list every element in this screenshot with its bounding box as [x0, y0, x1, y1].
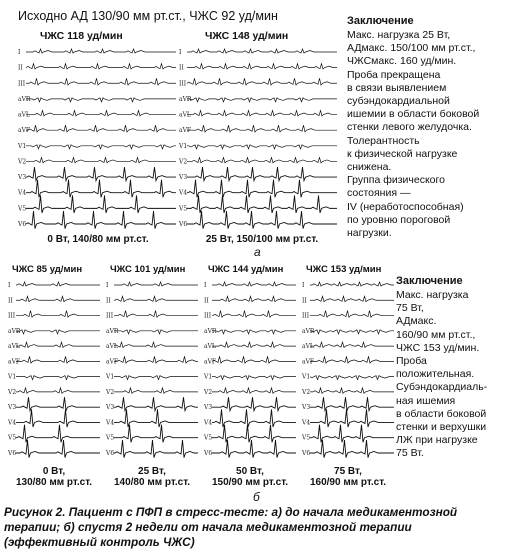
lead-label: aVR	[179, 95, 192, 103]
lead-label: V3	[8, 404, 17, 412]
ecg-trace	[16, 388, 100, 393]
ecg-trace	[114, 342, 198, 347]
panel-b4-label: 75 Вт, 160/90 мм рт.ст.	[309, 466, 387, 488]
lead-label: V1	[18, 142, 27, 150]
lead-label: aVL	[8, 343, 20, 351]
panel-b3-label: 50 Вт, 150/90 мм рт.ст.	[211, 466, 289, 488]
ecg-trace	[212, 342, 296, 347]
lead-label: V5	[204, 434, 213, 442]
lead-label: III	[179, 80, 187, 88]
lead-label: aVF	[204, 358, 217, 366]
panel-a1-label: 0 Вт, 140/80 мм рт.ст.	[47, 234, 149, 245]
ecg-trace	[16, 342, 100, 347]
ecg-trace	[212, 282, 296, 286]
ecg-trace	[310, 342, 394, 347]
lead-label: aVR	[8, 327, 21, 335]
ecg-trace	[212, 376, 296, 380]
ecg-trace	[16, 330, 100, 334]
lead-label: V1	[106, 373, 115, 381]
lead-label: V4	[18, 189, 27, 197]
ecg-trace	[26, 157, 176, 162]
lead-label: V6	[179, 221, 188, 228]
lead-label: V3	[204, 404, 213, 412]
ecg-trace	[212, 356, 296, 363]
lead-label: II	[106, 297, 111, 305]
ecg-a2-svg	[177, 46, 339, 230]
conclusion-line: Макс. нагрузка	[396, 289, 469, 301]
conclusion-line: в области боковой	[396, 407, 487, 420]
panel-b2-hr: ЧЖС 101 уд/мин	[110, 264, 186, 275]
conclusion-line: ишемии в области боковой	[347, 108, 480, 121]
lead-label: V6	[204, 450, 213, 457]
ecg-trace	[212, 311, 296, 318]
ecg-trace	[114, 388, 198, 393]
conclusion-line: 160/90 мм рт.ст.,	[396, 328, 476, 341]
panel-b2-label: 25 Вт, 140/80 мм рт.ст.	[113, 466, 191, 488]
lead-label: V6	[8, 450, 17, 457]
ecg-trace	[212, 440, 296, 458]
ecg-trace	[26, 145, 176, 149]
ecg-trace	[212, 330, 296, 334]
ecg-trace	[16, 440, 100, 458]
ecg-trace	[26, 195, 176, 213]
ecg-trace	[212, 425, 296, 443]
ecg-trace	[16, 296, 100, 301]
conclusion-line: снижена.	[347, 161, 392, 174]
ecg-trace	[114, 282, 198, 286]
ecg-trace	[16, 376, 100, 380]
conclusion-line: IV (неработоспособная)	[347, 200, 464, 213]
ecg-strip-a2	[177, 46, 339, 230]
ecg-strip-b3	[202, 279, 298, 459]
panel-b1-hr: ЧЖС 85 уд/мин	[12, 264, 83, 275]
ecg-trace	[114, 296, 198, 301]
lead-label: aVL	[302, 343, 314, 351]
ecg-trace	[310, 356, 394, 363]
panel-a2-hr: ЧЖС 148 уд/мин	[205, 30, 289, 42]
ecg-trace	[114, 397, 198, 411]
lead-label: aVF	[106, 358, 119, 366]
lead-label: V1	[179, 142, 188, 150]
lead-label: V4	[302, 419, 311, 427]
ecg-trace	[26, 211, 176, 229]
lead-label: II	[18, 64, 23, 72]
ecg-trace	[187, 125, 337, 132]
conclusion-line: субэндокардиальной	[347, 95, 450, 108]
lead-label: II	[302, 297, 307, 305]
lead-label: aVF	[18, 127, 31, 135]
lead-label: I	[8, 282, 11, 289]
part-a-letter: а	[254, 245, 261, 259]
panel-b1-label: 0 Вт, 130/80 мм рт.ст.	[15, 466, 93, 488]
lead-label: V2	[204, 388, 213, 396]
panel-a1-hr: ЧЖС 118 уд/мин	[40, 30, 123, 42]
conclusion-line: положительная.	[396, 368, 475, 381]
lead-label: V4	[106, 419, 115, 427]
lead-label: V2	[302, 388, 311, 396]
ecg-trace	[310, 409, 394, 427]
ecg-trace	[212, 409, 296, 427]
lead-label: V2	[106, 388, 115, 396]
conclusion-line: к физической нагрузке	[347, 147, 458, 160]
ecg-trace	[26, 180, 176, 198]
lead-label: aVF	[302, 358, 315, 366]
conclusion-b-text	[396, 289, 508, 461]
lead-label: V4	[204, 419, 213, 427]
ecg-trace	[310, 282, 394, 286]
lead-label: I	[302, 282, 305, 289]
lead-label: aVL	[106, 343, 118, 351]
ecg-trace	[310, 425, 394, 443]
lead-label: III	[204, 312, 212, 320]
lead-label: V3	[179, 174, 188, 182]
panel-b4-hr: ЧЖС 153 уд/мин	[306, 264, 382, 275]
conclusion-line: стенки и верхушки	[396, 421, 487, 434]
lead-label: V5	[179, 205, 188, 213]
conclusion-line: ЧЖС 153 уд/мин.	[396, 341, 480, 354]
ecg-trace	[310, 376, 394, 380]
lead-label: aVL	[18, 111, 30, 119]
lead-label: aVR	[204, 327, 217, 335]
ecg-trace	[26, 78, 176, 85]
ecg-trace	[187, 167, 337, 181]
conclusion-line: стенки левого желудочка.	[347, 121, 472, 134]
ecg-trace	[26, 167, 176, 181]
conclusion-line: ЛЖ при нагрузке	[396, 434, 478, 447]
figure-caption: Рисунок 2. Пациент с ПФП в стресс-тесте: а) до начала медикаментозной терапии; б) спустя 2 недели от начала медикаментозной терапии (эффективный контроль ЧЖС)	[4, 505, 458, 549]
lead-label: V5	[106, 434, 115, 442]
ecg-trace	[187, 180, 337, 198]
ecg-trace	[310, 440, 394, 458]
lead-label: aVF	[179, 127, 192, 135]
lead-label: aVL	[179, 111, 191, 119]
lead-label: V2	[8, 388, 17, 396]
conclusion-line: по уровню пороговой	[347, 213, 451, 226]
lead-label: V2	[179, 158, 188, 166]
conclusion-a-title: Заключение	[347, 15, 414, 27]
ecg-trace	[212, 388, 296, 393]
conclusion-line: ная ишемия	[396, 394, 456, 407]
ecg-a1-svg	[16, 46, 178, 230]
ecg-trace	[26, 111, 176, 116]
ecg-trace	[310, 397, 394, 411]
ecg-trace	[16, 282, 100, 286]
conclusion-line: Проба прекращена	[347, 68, 441, 81]
ecg-trace	[187, 195, 337, 213]
lead-label: V1	[302, 373, 311, 381]
lead-label: V3	[302, 404, 311, 412]
lead-label: V6	[18, 221, 27, 228]
conclusion-line: 75 Вт,	[396, 302, 424, 315]
ecg-trace	[114, 425, 198, 443]
ecg-trace	[187, 211, 337, 229]
ecg-trace	[187, 145, 337, 149]
ecg-trace	[16, 311, 100, 318]
ecg-trace	[187, 157, 337, 162]
lead-label: V1	[8, 373, 17, 381]
conclusion-line: Толерантность	[347, 134, 420, 147]
ecg-trace	[310, 296, 394, 301]
lead-label: aVL	[204, 343, 216, 351]
ecg-trace	[16, 397, 100, 411]
lead-label: II	[8, 297, 13, 305]
lead-label: V5	[18, 205, 27, 213]
conclusion-line: АДмакс.	[396, 315, 437, 328]
lead-label: V1	[204, 373, 213, 381]
ecg-strip-a1	[16, 46, 178, 230]
ecg-trace	[26, 98, 176, 102]
lead-label: III	[106, 312, 114, 320]
ecg-trace	[16, 425, 100, 443]
ecg-trace	[114, 311, 198, 318]
lead-label: V5	[302, 434, 311, 442]
lead-label: aVR	[302, 327, 315, 335]
ecg-trace	[187, 49, 337, 53]
ecg-trace	[114, 409, 198, 427]
conclusion-line: 75 Вт.	[396, 447, 424, 460]
ecg-trace	[187, 111, 337, 116]
conclusion-line: Макс. нагрузка 25 Вт,	[347, 29, 451, 41]
lead-label: V4	[179, 189, 188, 197]
panel-a2-label: 25 Вт, 150/100 мм рт.ст.	[205, 234, 319, 245]
ecg-trace	[114, 440, 198, 458]
ecg-trace	[114, 356, 198, 363]
ecg-trace	[187, 78, 337, 85]
lead-label: III	[18, 80, 26, 88]
lead-label: V5	[8, 434, 17, 442]
lead-label: I	[204, 282, 207, 289]
ecg-trace	[26, 49, 176, 53]
ecg-trace	[16, 409, 100, 427]
lead-label: V3	[106, 404, 115, 412]
lead-label: V6	[302, 450, 311, 457]
lead-label: II	[204, 297, 209, 305]
conclusion-line: нагрузки.	[347, 227, 392, 240]
ecg-trace	[16, 356, 100, 363]
conclusion-line: состояния —	[347, 187, 411, 200]
panel-b3-hr: ЧЖС 144 уд/мин	[208, 264, 284, 275]
ecg-trace	[114, 376, 198, 380]
ecg-trace	[187, 64, 337, 69]
ecg-trace	[26, 64, 176, 69]
lead-label: I	[18, 49, 21, 56]
ecg-trace	[212, 397, 296, 411]
conclusion-line: АДмакс. 150/100 мм рт.ст.,	[347, 42, 476, 55]
ecg-trace	[187, 98, 337, 102]
conclusion-line: в связи выявлением	[347, 81, 447, 94]
ecg-strip-b2	[104, 279, 200, 459]
lead-label: V2	[18, 158, 27, 166]
ecg-trace	[310, 330, 394, 334]
baseline-text: Исходно АД 130/90 мм рт.ст., ЧЖС 92 уд/мин	[18, 9, 278, 23]
conclusion-a-text	[347, 29, 507, 240]
lead-label: aVF	[8, 358, 21, 366]
ecg-strip-b4	[300, 279, 396, 459]
ecg-trace	[310, 388, 394, 393]
lead-label: V6	[106, 450, 115, 457]
lead-label: III	[8, 312, 16, 320]
conclusion-line: ЧЖСмакс. 160 уд/мин.	[347, 55, 457, 68]
lead-label: V4	[8, 419, 17, 427]
ecg-trace	[212, 296, 296, 301]
lead-label: III	[302, 312, 310, 320]
ecg-trace	[114, 330, 198, 334]
lead-label: aVR	[106, 327, 119, 335]
lead-label: aVR	[18, 95, 31, 103]
lead-label: I	[179, 49, 182, 56]
lead-label: I	[106, 282, 109, 289]
lead-label: V3	[18, 174, 27, 182]
conclusion-b-title: Заключение	[396, 275, 463, 287]
conclusion-line: Субэндокардиаль-	[396, 381, 488, 394]
conclusion-line: Проба	[396, 355, 427, 368]
ecg-strip-b1	[6, 279, 102, 459]
part-b-letter: б	[253, 490, 260, 504]
lead-label: II	[179, 64, 184, 72]
ecg-trace	[26, 125, 176, 132]
ecg-trace	[310, 311, 394, 318]
conclusion-line: Группа физического	[347, 174, 445, 187]
